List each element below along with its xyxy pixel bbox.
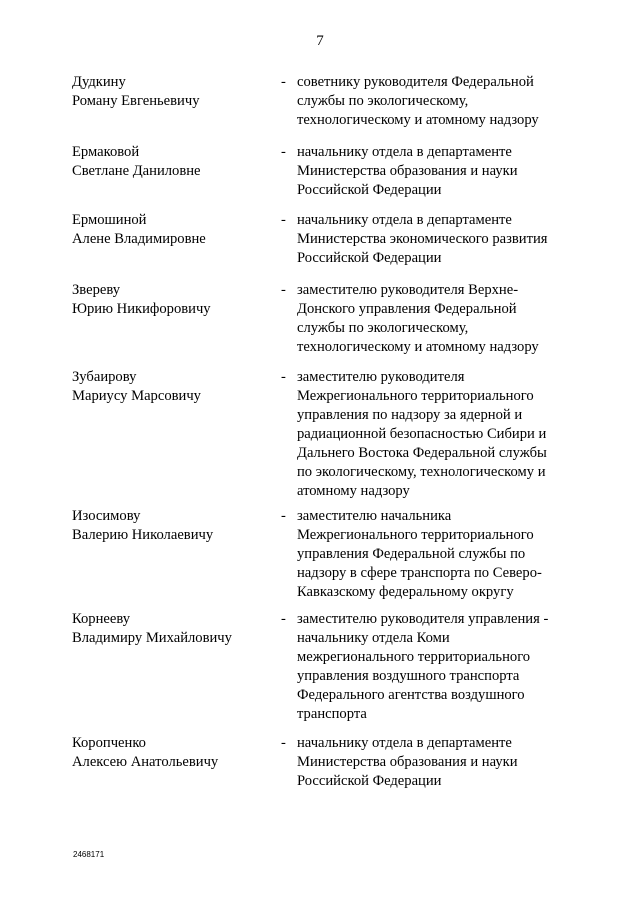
dash-separator: - [281, 212, 286, 228]
surname: Коропченко [72, 735, 146, 751]
surname: Дудкину [72, 74, 126, 90]
surname: Изосимову [72, 508, 141, 524]
dash-separator: - [281, 74, 286, 90]
person-name [72, 73, 267, 111]
person-name [72, 143, 267, 181]
job-title: советнику руководителя Федеральной службы по экологическому, технологическому и атомному надзору [297, 74, 539, 128]
person-name [72, 507, 267, 545]
job-title: начальнику отдела в департаменте Министерства экономического развития Российской Федерации [297, 212, 548, 266]
job-title: заместителю руководителя Верхне- Донского управления Федеральной службы по экологическому, технологическому и атомному надзору [297, 282, 539, 355]
job-title: заместителю руководителя управления - начальнику отдела Коми межрегионального территориального управления воздушного транспорта Федерального агентства воздушного транспорта [297, 611, 549, 722]
surname: Корнееву [72, 611, 131, 627]
dash-separator: - [281, 144, 286, 160]
dash-separator: - [281, 735, 286, 751]
job-title: начальнику отдела в департаменте Министерства образования и науки Российской Федерации [297, 144, 518, 198]
person-name [72, 211, 267, 249]
page-number: 7 [316, 33, 324, 49]
given-names: Мариусу Марсовичу [72, 388, 201, 404]
surname: Зубаирову [72, 369, 137, 385]
given-names: Владимиру Михайловичу [72, 630, 232, 646]
person-name [72, 368, 267, 406]
person-name [72, 610, 267, 648]
given-names: Алексею Анатольевичу [72, 754, 219, 770]
job-title: начальнику отдела в департаменте Министерства образования и науки Российской Федерации [297, 735, 518, 789]
job-title: заместителю начальника Межрегионального территориального управления Федеральной службы по надзору в сфере транспорта по Северо- Кавказскому федеральному округу [297, 508, 542, 600]
given-names: Алене Владимировне [72, 231, 206, 247]
surname: Звереву [72, 282, 121, 298]
dash-separator: - [281, 508, 286, 524]
dash-separator: - [281, 369, 286, 385]
given-names: Юрию Никифоровичу [72, 301, 211, 317]
person-name [72, 734, 267, 772]
given-names: Валерию Николаевичу [72, 527, 214, 543]
dash-separator: - [281, 611, 286, 627]
given-names: Светлане Даниловне [72, 163, 201, 179]
person-name [72, 281, 267, 319]
surname: Ермаковой [72, 144, 140, 160]
surname: Ермошиной [72, 212, 147, 228]
job-title: заместителю руководителя Межрегионального территориального управления по надзору за ядерной и радиационной безопасностью Сибири и Дальнего Востока Федеральной службы по экологическому, технологическому и атомному надзору [297, 369, 547, 499]
given-names: Роману Евгеньевичу [72, 93, 200, 109]
document-code: 2468171 [73, 850, 105, 859]
dash-separator: - [281, 282, 286, 298]
